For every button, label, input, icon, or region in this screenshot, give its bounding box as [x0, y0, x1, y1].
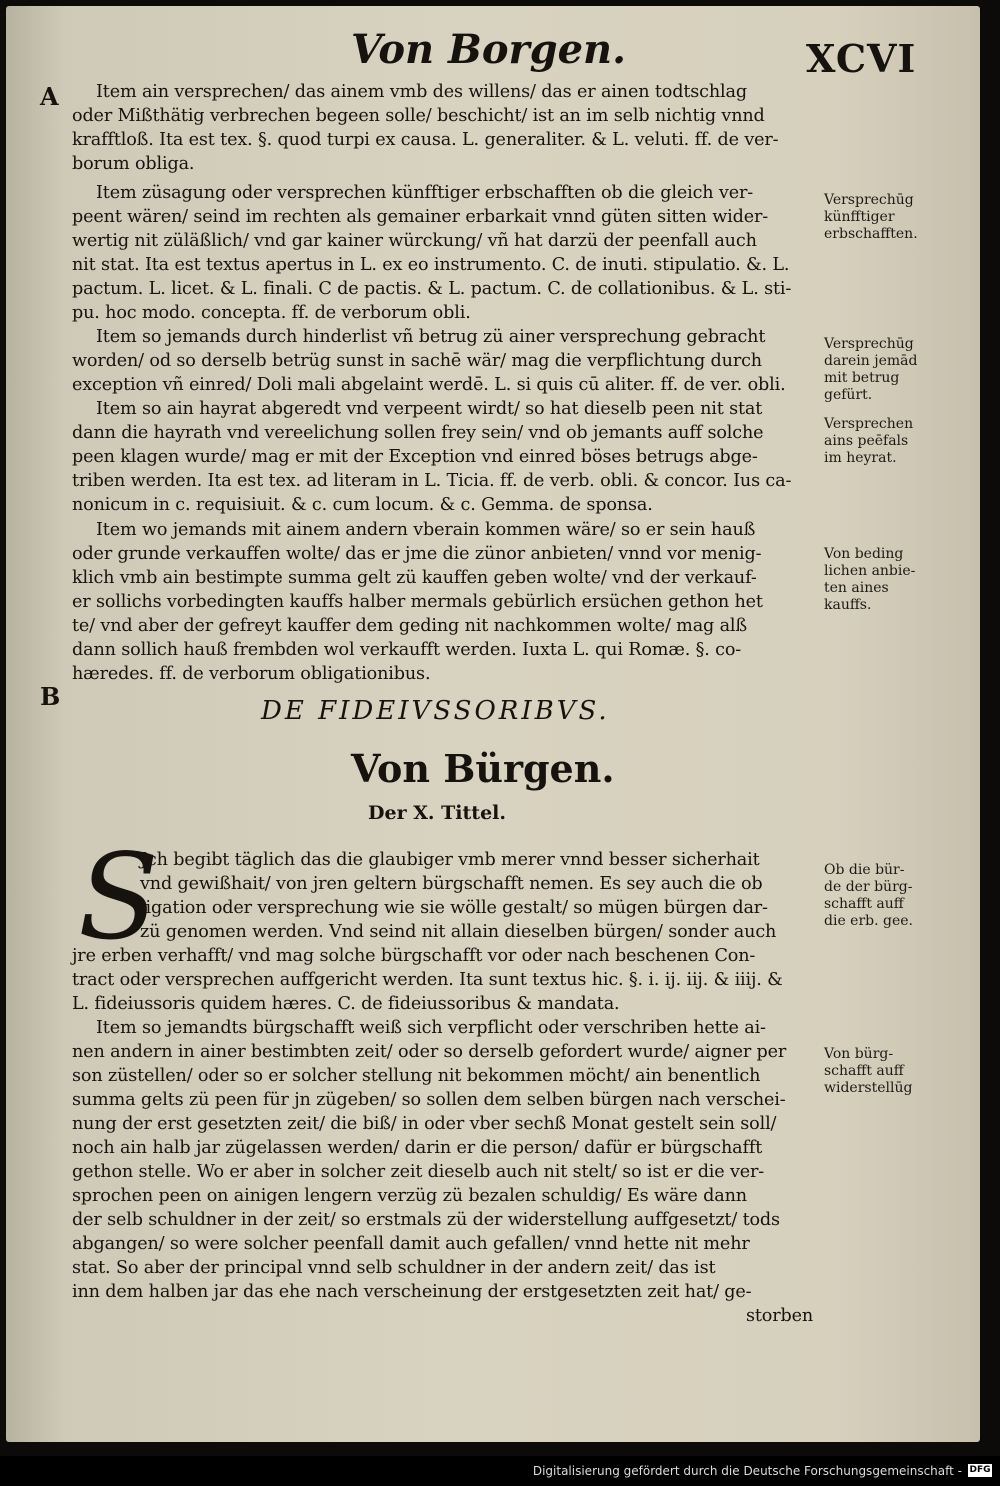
body-line: peen klagen wurde/ mag er mit der Exception vnd einred böses betrugs abge-: [72, 447, 758, 467]
margin-note-line: Ob die bür-: [824, 862, 905, 878]
margin-note-line: Von beding: [824, 546, 904, 562]
body-line: exception vñ einred/ Doli mali abgelaint werdē. L. si quis cū aliter. ff. de ver. obli.: [72, 375, 786, 395]
paper-sheet: [6, 6, 980, 1442]
body-line: Item so jemands durch hinderlist vñ betrug zü ainer versprechung gebracht: [96, 327, 766, 347]
margin-note-line: ains peēfals: [824, 433, 909, 449]
margin-note: [824, 546, 915, 614]
body-line: te/ vnd aber der gefreyt kauffer dem geding nit nachkommen wolte/ mag alß: [72, 616, 748, 636]
margin-note-line: de der bürg-: [824, 879, 913, 895]
body-line: ligation oder versprechung wie sie wölle gestalt/ so mügen bürgen dar-: [140, 898, 768, 918]
margin-note-line: schafft auff: [824, 896, 904, 912]
body-line: pu. hoc modo. concepta. ff. de verborum obli.: [72, 303, 471, 323]
body-line: triben werden. Ita est tex. ad literam in L. Ticia. ff. de verb. obli. & concor. Ius ca-: [72, 471, 792, 491]
margin-note: [824, 416, 913, 467]
body-line: hæredes. ff. de verborum obligationibus.: [72, 664, 431, 684]
body-line: sprochen peen on ainigen lengern verzüg zü bezalen schuldig/ Es wäre dann: [72, 1186, 747, 1206]
margin-note-line: Versprechūg: [824, 336, 914, 352]
body-line: L. fideiussoris quidem hæres. C. de fideiussoribus & mandata.: [72, 994, 620, 1014]
body-line: summa gelts zü peen für jn zügeben/ so sollen dem selben bürgen nach verschei-: [72, 1090, 786, 1110]
body-line: dann sollich hauß frembden wol verkaufft werden. Iuxta L. qui Romæ. §. co-: [72, 640, 742, 660]
margin-letter-a: A: [40, 82, 59, 111]
section-subtitle: Der X. Tittel.: [368, 802, 506, 824]
body-line: nit stat. Ita est textus apertus in L. ex eo instrumento. C. de inuti. stipulatio. &. L.: [72, 255, 790, 275]
margin-note: [824, 1046, 912, 1097]
body-line: zü genomen werden. Vnd seind nit allain dieselben bürgen/ sonder auch: [140, 922, 777, 942]
margin-note: [824, 336, 917, 404]
body-line: stat. So aber der principal vnnd selb schuldner in der andern zeit/ das ist: [72, 1258, 716, 1278]
funding-credit: Digitalisierung gefördert durch die Deutsche Forschungsgemeinschaft -: [532, 1464, 962, 1478]
margin-note-line: Versprechūg: [824, 192, 914, 208]
body-line: Item wo jemands mit ainem andern vberain kommen wäre/ so er sein hauß: [96, 520, 756, 540]
section-latin-heading: DE FIDEIVSSORIBVS.: [261, 696, 610, 726]
body-line: oder grunde verkauffen wolte/ das er jme die zünor anbieten/ vnnd vor menig-: [72, 544, 762, 564]
body-line: inn dem halben jar das ehe nach verscheinung der erstgesetzten zeit hat/ ge-: [72, 1282, 752, 1302]
body-line: dann die hayrath vnd vereelichung sollen frey sein/ vnd ob jemants auff solche: [72, 423, 764, 443]
body-line: vnd gewißhait/ von jren geltern bürgschafft nemen. Es sey auch die ob: [140, 874, 763, 894]
margin-note-line: darein jemād: [824, 353, 918, 369]
margin-note-line: erbschafften.: [824, 226, 918, 242]
body-line: tract oder versprechen auffgericht werden. Ita sunt textus hic. §. i. ij. iij. & iiij. &: [72, 970, 783, 990]
margin-note-line: Versprechen: [824, 416, 914, 432]
body-line: son züstellen/ oder so er solcher stellung nit bekommen möcht/ ain benentlich: [72, 1066, 761, 1086]
footer-bar: [0, 1456, 1000, 1486]
body-line: nen andern in ainer bestimbten zeit/ oder so derselb gefordert wurde/ aigner per: [72, 1042, 787, 1062]
catchword: storben: [746, 1306, 814, 1326]
margin-note-line: ten aines: [824, 580, 889, 596]
margin-note-line: kauffs.: [824, 597, 872, 613]
body-line: wertig nit züläßlich/ vnd gar kainer würckung/ vñ hat darzü der peenfall auch: [72, 231, 757, 251]
margin-note-line: schafft auff: [824, 1063, 904, 1079]
body-line: Item so ain hayrat abgeredt vnd verpeent wirdt/ so hat dieselb peen nit stat: [96, 399, 763, 419]
margin-note-line: widerstellūg: [824, 1080, 913, 1096]
decorated-initial: S: [78, 828, 159, 966]
margin-note-line: Von bürg-: [824, 1046, 894, 1062]
margin-note: [824, 192, 918, 243]
margin-note: [824, 862, 913, 930]
body-line: jre erben verhafft/ vnd mag solche bürgschafft vor oder nach beschenen Con-: [72, 946, 756, 966]
margin-note-line: künfftiger: [824, 209, 895, 225]
running-title: Von Borgen.: [351, 26, 627, 73]
margin-note-line: mit betrug: [824, 370, 900, 386]
body-line: borum obliga.: [72, 154, 195, 174]
body-line: pactum. L. licet. & L. finali. C de pactis. & L. pactum. C. de collationibus. & L. sti-: [72, 279, 792, 299]
margin-note-line: gefürt.: [824, 387, 873, 403]
body-line: nung der erst gesetzten zeit/ die biß/ in oder vber sechß Monat gestelt sein soll/: [72, 1114, 777, 1134]
body-line: Jch begibt täglich das die glaubiger vmb merer vnnd besser sicherhait: [140, 850, 760, 870]
body-line: Item ain versprechen/ das ainem vmb des willens/ das er ainen todtschlag: [96, 82, 747, 102]
section-title: Von Bürgen.: [351, 746, 615, 791]
margin-letter-b: B: [40, 682, 61, 711]
body-line: Item so jemandts bürgschafft weiß sich verpflicht oder verschriben hette ai-: [96, 1018, 766, 1038]
body-line: worden/ od so derselb betrüg sunst in sachē wär/ mag die verpflichtung durch: [72, 351, 762, 371]
body-line: abgangen/ so were solcher peenfall damit auch gefallen/ vnnd hette nit mehr: [72, 1234, 750, 1254]
body-line: peent wären/ seind im rechten als gemainer erbarkait vnnd güten sitten wider-: [72, 207, 769, 227]
body-line: nonicum in c. requisiuit. & c. cum locum. & c. Gemma. de sponsa.: [72, 495, 653, 515]
body-line: oder Mißthätig verbrechen begeen solle/ beschicht/ ist an im selb nichtig vnnd: [72, 106, 765, 126]
body-line: er sollichs vorbedingten kauffs halber mermals gebürlich ersüchen gethon het: [72, 592, 763, 612]
margin-note-line: im heyrat.: [824, 450, 897, 466]
body-line: klich vmb ain bestimpte summa gelt zü kauffen geben wolte/ vnd der verkauf-: [72, 568, 757, 588]
dfg-logo: DFG: [969, 1465, 991, 1475]
body-line: der selb schuldner in der zeit/ so erstmals zü der widerstellung auffgesetzt/ tods: [72, 1210, 780, 1230]
margin-note-line: die erb. gee.: [824, 913, 913, 929]
body-line: gethon stelle. Wo er aber in solcher zeit dieselb auch nit stelt/ so ist er die ver-: [72, 1162, 765, 1182]
body-line: Item züsagung oder versprechen künfftiger erbschafften ob die gleich ver-: [96, 183, 754, 203]
folio-number: XCVI: [806, 36, 917, 81]
body-line: krafftloß. Ita est tex. §. quod turpi ex causa. L. generaliter. & L. veluti. ff. de ver-: [72, 130, 779, 150]
margin-note-line: lichen anbie-: [824, 563, 916, 579]
body-line: noch ain halb jar zügelassen werden/ darin er die person/ dafür er bürgschafft: [72, 1138, 763, 1158]
